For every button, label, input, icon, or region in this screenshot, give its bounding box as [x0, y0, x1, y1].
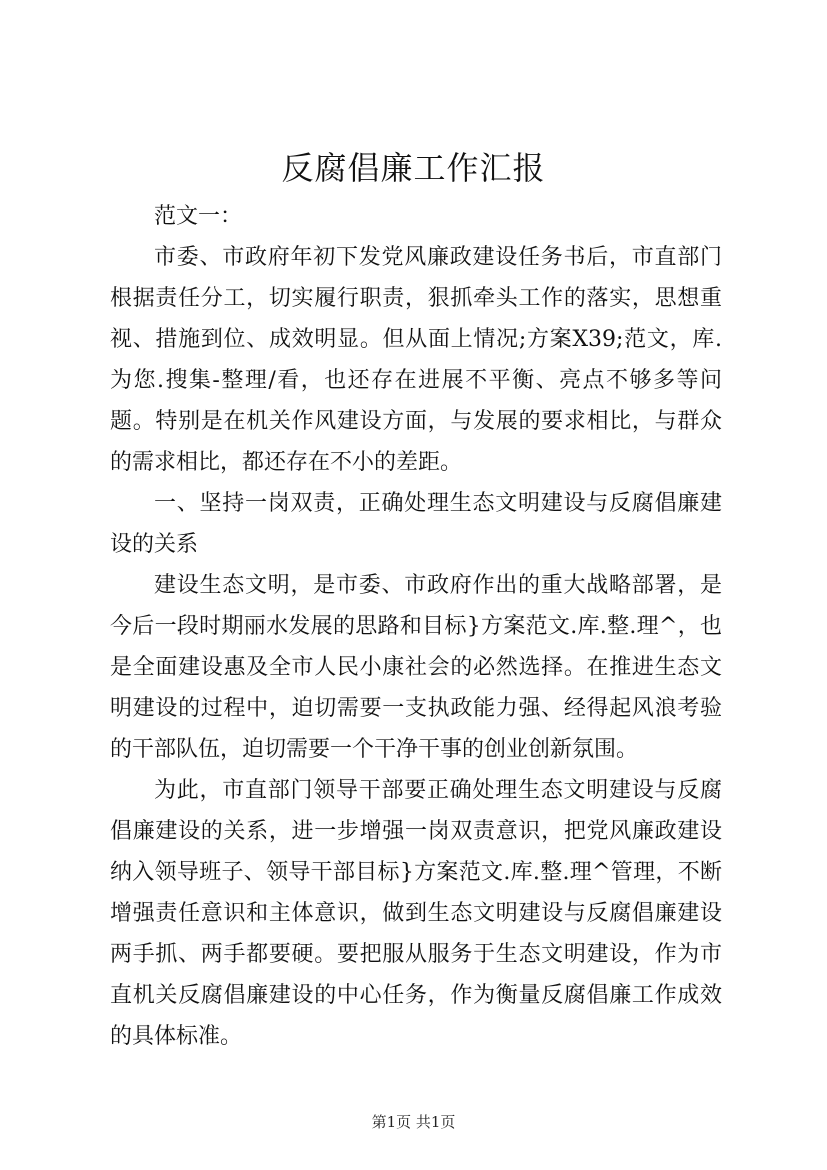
paragraph-responsibility: 为此，市直部门领导干部要正确处理生态文明建设与反腐倡廉建设的关系，进一步增强一岗双责意识，把党风廉政建设纳入领导班子、领导干部目标}方案范文.库.整.理^管理，不断增强责任意识和主体意识，做到生态文明建设与反腐倡廉建设两手抓、两手都要硬。要把服从服务于生态文明建设，作为市直机关反腐倡廉建设的中心任务，作为衡量反腐倡廉工作成效的具体标准。 — [110, 778, 722, 1049]
paragraph-ecology: 建设生态文明，是市委、市政府作出的重大战略部署，是今后一段时期丽水发展的思路和目标}方案范文.库.整.理^，也是全面建设惠及全市人民小康社会的必然选择。在推进生态文明建设的过程中，迫切需要一支执政能力强、经得起风浪考验的干部队伍，迫切需要一个干净干事的创业创新氛围。 — [110, 573, 722, 762]
document-body — [110, 196, 722, 1057]
section-heading: 一、坚持一岗双责，正确处理生态文明建设与反腐倡廉建设的关系 — [110, 491, 722, 557]
document-title: 反腐倡廉工作汇报 — [281, 149, 546, 187]
paragraph-label: 范文一： — [154, 204, 243, 229]
page-footer: 第1页 共1页 — [371, 1113, 456, 1131]
paragraph-intro: 市委、市政府年初下发党风廉政建设任务书后，市直部门根据责任分工，切实履行职责，狠抓牵头工作的落实，思想重视、措施到位、成效明显。但从面上情况;方案X39;范文，库.为您.搜集-整理/看，也还存在进展不平衡、亮点不够多等问题。特别是在机关作风建设方面，与发展的要求相比，与群众的需求相比，都还存在不小的差距。 — [110, 245, 722, 475]
